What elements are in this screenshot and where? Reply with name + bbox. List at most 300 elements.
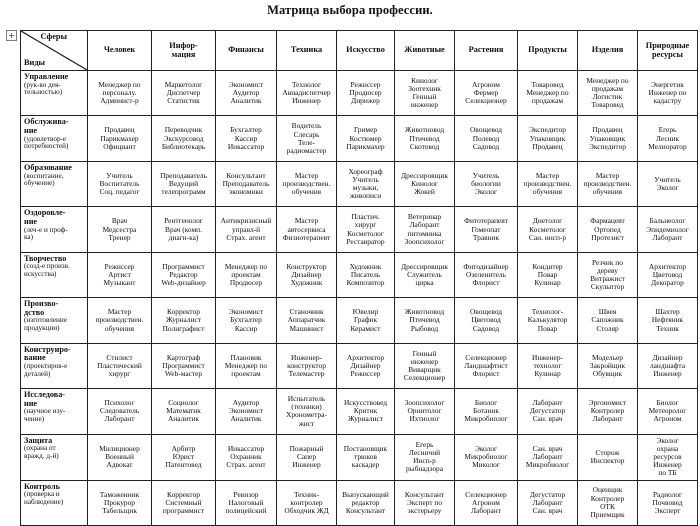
- profession-name: Мелиоратор: [648, 141, 687, 151]
- table-cell: [638, 161, 698, 206]
- column-header: [152, 31, 216, 71]
- table-cell: [216, 252, 277, 297]
- column-header-line: Инфор-: [169, 40, 198, 50]
- profession-name: Охранник: [230, 452, 262, 461]
- profession-name: Садовод: [472, 141, 500, 151]
- profession-name: Ювелир: [352, 307, 379, 317]
- profession-name: Цветовод: [471, 315, 501, 325]
- profession-name: Озеленитель: [466, 269, 506, 279]
- profession-name: Пластический: [97, 360, 142, 370]
- profession-name: конструктор: [287, 360, 326, 370]
- profession-name: Преподаватель: [222, 179, 270, 189]
- row-header-description: (созд-е произв.: [24, 262, 70, 271]
- row-header-description: обучение): [24, 179, 55, 188]
- table-cell: [277, 389, 337, 434]
- profession-name: Ландшафтист: [464, 360, 508, 370]
- profession-name: Инженер: [653, 460, 682, 470]
- profession-name: Столяр: [596, 323, 619, 333]
- profession-name: Швея: [598, 307, 617, 317]
- profession-name: Инкассатор: [227, 141, 265, 151]
- profession-name: Антикризисный: [220, 216, 272, 226]
- table-row: [21, 480, 698, 525]
- table-cell: [152, 71, 216, 116]
- row-header-cell: [21, 252, 88, 297]
- profession-name: охрана: [656, 443, 679, 453]
- profession-name: Экспедитор: [529, 125, 566, 135]
- row-header-title: дство: [24, 307, 45, 317]
- profession-name: контролер: [290, 497, 323, 507]
- profession-name: Телемастер: [288, 369, 325, 379]
- profession-name: Админист-р: [100, 96, 139, 106]
- profession-name: Эколог: [656, 435, 679, 445]
- table-cell: [638, 252, 698, 297]
- profession-name: Аналитик: [167, 414, 200, 424]
- table-cell: [578, 298, 638, 343]
- profession-name: Эксперт: [654, 505, 681, 515]
- profession-name: Эпидемиолог: [646, 224, 689, 234]
- row-header-title: Произво-: [24, 299, 59, 309]
- column-header-line: Животные: [404, 45, 445, 55]
- profession-name: Лаборант: [592, 414, 623, 424]
- header-row: [21, 31, 698, 71]
- profession-name: Продавец: [532, 141, 563, 151]
- table-cell: [216, 71, 277, 116]
- profession-name: Эксперт по: [406, 497, 443, 507]
- profession-name: Диспетчер: [166, 88, 201, 98]
- profession-name: Лесник: [655, 133, 680, 143]
- profession-name: Флорист: [472, 278, 500, 288]
- profession-name: Писатель: [350, 269, 381, 279]
- profession-name: Архитектор: [346, 352, 385, 362]
- profession-name: Теле-: [298, 137, 315, 147]
- table-cell: [277, 116, 337, 161]
- profession-name: Станочник: [289, 307, 324, 317]
- profession-name: Генный: [412, 348, 437, 358]
- profession-name: Преподаватель: [160, 170, 207, 180]
- row-header-title: Исследова-: [24, 390, 66, 400]
- profession-name: Аппаратчик: [287, 315, 326, 325]
- profession-name: радиомастер: [286, 145, 327, 155]
- profession-name: Мастер: [294, 170, 319, 180]
- table-cell: [277, 480, 337, 525]
- table-cell: [152, 207, 216, 252]
- table-cell: [395, 71, 455, 116]
- table-cell: [277, 207, 337, 252]
- profession-name: Машинист: [289, 323, 324, 333]
- profession-name: Соц. педагог: [99, 187, 140, 197]
- profession-name: Товаровед: [591, 100, 624, 110]
- column-header: [578, 31, 638, 71]
- profession-name: Страх. агент: [226, 460, 266, 470]
- row-header-description: ка): [24, 233, 33, 242]
- profession-name: Пластич.: [351, 212, 380, 222]
- profession-name: Сан. врач: [532, 443, 563, 453]
- profession-name: Егерь: [658, 125, 677, 135]
- profession-name: Обувщик: [592, 369, 623, 379]
- profession-name: Менеджер по: [224, 261, 268, 271]
- profession-name: хирург: [354, 220, 377, 230]
- profession-name: Жокей: [414, 187, 435, 197]
- profession-name: Искусствовед: [343, 398, 388, 408]
- profession-name: Физиотерапевт: [282, 232, 331, 242]
- column-header: [455, 31, 518, 71]
- table-row: [21, 389, 698, 434]
- profession-name: Постановщик: [343, 443, 388, 453]
- table-cell: [88, 389, 152, 434]
- profession-name: цирка: [415, 278, 434, 288]
- profession-name: Протезист: [591, 232, 624, 242]
- table-cell: [638, 389, 698, 434]
- profession-name: Лаборант: [409, 220, 440, 230]
- table-cell: [578, 116, 638, 161]
- profession-name: Продавец: [104, 125, 135, 135]
- table-cell: [277, 298, 337, 343]
- profession-name: Инженер: [653, 369, 682, 379]
- profession-name: Косметолог: [347, 228, 384, 238]
- row-header-title: Защита: [24, 435, 53, 445]
- profession-name: Инженер: [292, 96, 321, 106]
- profession-name: обучения: [532, 187, 563, 197]
- profession-name: проектам: [231, 369, 261, 379]
- table-row: [21, 252, 698, 297]
- row-header-cell: [21, 161, 88, 206]
- profession-name: Водитель: [291, 121, 322, 131]
- profession-name: Дегустатор: [529, 406, 566, 416]
- profession-name: обучения: [104, 323, 135, 333]
- profession-name: Кондитер: [532, 261, 563, 271]
- profession-name: Рыбовод: [410, 323, 439, 333]
- table-cell: [88, 116, 152, 161]
- profession-name: Повар: [537, 269, 558, 279]
- profession-name: Арбитр: [171, 443, 196, 453]
- profession-name: Сан. врач: [532, 505, 563, 515]
- profession-name: Инкассатор: [227, 443, 265, 453]
- profession-name: инженер: [410, 356, 439, 366]
- profession-name: Журналист: [165, 315, 202, 325]
- profession-name: рыбнадзора: [405, 464, 444, 474]
- profession-name: Микробиолог: [464, 452, 508, 461]
- profession-name: Прокурор: [104, 497, 135, 507]
- profession-name: Бухгалтер: [230, 125, 262, 135]
- profession-name: Лаборант: [532, 398, 563, 408]
- profession-name: обучения: [592, 187, 623, 197]
- row-header-title: Конструиро-: [24, 344, 71, 354]
- profession-name: Селекционер: [465, 489, 507, 499]
- profession-name: Дизайнер: [350, 360, 381, 370]
- table-cell: [152, 389, 216, 434]
- table-cell: [518, 161, 578, 206]
- column-header-line: Изделия: [591, 45, 624, 55]
- table-cell: [88, 207, 152, 252]
- profession-name: Программист: [162, 261, 205, 271]
- row-header-description: (воспитание,: [24, 171, 64, 180]
- profession-name: Полиграфист: [162, 323, 205, 333]
- profession-name: Продюсер: [229, 278, 263, 288]
- profession-name: Режиссер: [104, 261, 135, 271]
- row-header-description: (изготовление: [24, 316, 67, 325]
- profession-name: Врач: [111, 216, 128, 226]
- profession-name: Бухгалтер: [230, 315, 262, 325]
- profession-name: Испытатель: [287, 394, 326, 404]
- profession-name: Учитель: [106, 170, 133, 180]
- table-cell: [578, 343, 638, 388]
- profession-name: Художник: [349, 261, 382, 271]
- profession-name: биологии: [471, 179, 501, 189]
- profession-name: Биолог: [656, 398, 679, 408]
- profession-name: Слесарь: [293, 129, 320, 139]
- profession-name: Web-мастер: [164, 369, 203, 379]
- profession-name: Фитотерапевт: [464, 216, 508, 226]
- profession-name: Эргономист: [588, 398, 627, 408]
- table-cell: [88, 252, 152, 297]
- table-cell: [216, 207, 277, 252]
- row-header-description: (проектиров-е: [24, 361, 68, 370]
- profession-name: Селекционер: [465, 352, 507, 362]
- table-move-handle-icon[interactable]: +: [6, 30, 17, 41]
- profession-name: Сапожник: [591, 315, 624, 325]
- profession-name: Архитектор: [648, 261, 687, 271]
- table-cell: [518, 116, 578, 161]
- profession-name: Инспектор: [590, 456, 625, 466]
- profession-name: Продавец: [592, 125, 623, 135]
- table-cell: [455, 207, 518, 252]
- profession-name: Консультант: [345, 505, 386, 515]
- row-header-cell: [21, 343, 88, 388]
- profession-name: Контролер: [590, 406, 625, 416]
- table-cell: [88, 434, 152, 480]
- profession-name: Дирижер: [351, 96, 380, 106]
- profession-name: Сторож: [595, 447, 620, 457]
- profession-name: Менеджер по: [526, 88, 569, 98]
- profession-name: Фармацевт: [590, 216, 625, 226]
- profession-name: Медсестра: [102, 224, 137, 234]
- profession-name: Корректор: [167, 307, 200, 317]
- table-cell: [216, 480, 277, 525]
- profession-name: Нефтяник: [651, 315, 684, 325]
- column-header: [277, 31, 337, 71]
- profession-name: Авиадиспетчер: [282, 88, 331, 98]
- profession-name: Артист: [108, 269, 131, 279]
- profession-name: Биолог: [474, 398, 498, 408]
- profession-name: Цветовод: [652, 269, 683, 279]
- profession-name: управл-й: [231, 224, 261, 234]
- column-header-line: мация: [171, 49, 196, 59]
- row-header-cell: [21, 480, 88, 525]
- profession-name: хирург: [108, 369, 131, 379]
- profession-name: Экономист: [228, 406, 264, 416]
- profession-name: Парикмахер: [346, 141, 385, 151]
- table-cell: [455, 480, 518, 525]
- profession-name: Закройщик: [589, 360, 626, 370]
- profession-name: Хронометра-: [286, 410, 327, 420]
- table-cell: [395, 434, 455, 480]
- table-cell: [518, 434, 578, 480]
- profession-name: Флорист: [472, 369, 500, 379]
- table-cell: [455, 116, 518, 161]
- profession-name: Программист: [162, 360, 205, 370]
- profession-name: Птичевод: [409, 133, 440, 143]
- table-cell: [152, 252, 216, 297]
- table-cell: [518, 343, 578, 388]
- table-cell: [518, 71, 578, 116]
- profession-name: Лаборант: [532, 452, 563, 461]
- profession-name: Орнитолог: [407, 406, 442, 416]
- profession-name: Оценщик: [592, 485, 623, 495]
- profession-name: Врач (комп.: [165, 224, 202, 234]
- profession-name: Лаборант: [532, 497, 563, 507]
- row-header-title: вание: [24, 353, 46, 363]
- profession-name: Дегустатор: [529, 489, 566, 499]
- profession-name: Статистик: [167, 96, 200, 106]
- table-cell: [578, 389, 638, 434]
- profession-name: Птичевод: [409, 315, 440, 325]
- document-title: Матрица выбора профессии.: [267, 3, 433, 17]
- table-cell: [638, 343, 698, 388]
- profession-name: Эколог: [656, 183, 679, 193]
- profession-name: Аудитор: [232, 398, 260, 408]
- table-cell: [455, 71, 518, 116]
- column-header: [216, 31, 277, 71]
- profession-name: Скотовод: [409, 141, 440, 151]
- profession-name: Мастер: [107, 307, 132, 317]
- profession-name: Инженер: [292, 460, 321, 470]
- profession-name: Учитель: [472, 170, 500, 180]
- profession-name: Фитодизайнер: [463, 261, 509, 271]
- profession-name: Психолог: [104, 398, 135, 408]
- profession-name: (техники): [291, 402, 322, 412]
- profession-name: Логистик: [592, 92, 623, 102]
- table-row: [21, 343, 698, 388]
- profession-name: технолог: [533, 360, 562, 370]
- profession-name: Калькулятор: [527, 315, 568, 325]
- profession-name: Кассир: [234, 323, 258, 333]
- table-cell: [337, 116, 395, 161]
- column-header-line: Продукты: [528, 45, 567, 55]
- profession-name: Зоотехник: [408, 84, 441, 94]
- profession-name: Сан. врач: [532, 414, 563, 424]
- profession-name: автосервиса: [287, 224, 326, 234]
- profession-name: Критик: [353, 406, 378, 416]
- profession-name: продажам: [591, 84, 624, 94]
- table-row: [21, 434, 698, 480]
- table-cell: [88, 71, 152, 116]
- profession-name: питомника: [407, 228, 442, 238]
- row-header-cell: [21, 298, 88, 343]
- row-header-title: Контроль: [24, 481, 60, 491]
- table-cell: [518, 207, 578, 252]
- profession-name: Консультант: [226, 170, 266, 180]
- table-cell: [337, 161, 395, 206]
- profession-name: Микробиолог: [464, 414, 508, 424]
- profession-name: Режиссер: [350, 80, 381, 90]
- profession-name: Животновод: [404, 307, 445, 317]
- profession-name: Страх. агент: [226, 232, 266, 242]
- table-cell: [88, 343, 152, 388]
- profession-name: Дизайнер: [652, 352, 683, 362]
- column-header: [518, 31, 578, 71]
- table-row: [21, 116, 698, 161]
- profession-name: Садовод: [472, 323, 500, 333]
- profession-name: Овощевод: [469, 307, 503, 317]
- column-header: [638, 31, 698, 71]
- profession-name: Режиссер: [350, 369, 381, 379]
- table-cell: [88, 480, 152, 525]
- profession-name: дереву: [597, 265, 618, 275]
- profession-name: График: [353, 315, 378, 325]
- profession-name: Юрист: [172, 452, 195, 461]
- profession-name: Мастер: [595, 170, 620, 180]
- column-header-line: Человек: [103, 45, 136, 55]
- profession-name: Художник: [290, 278, 323, 288]
- row-header-title: Образование: [24, 162, 72, 172]
- table-cell: [337, 252, 395, 297]
- profession-name: Лаборант: [652, 232, 683, 242]
- profession-name: Учитель: [654, 174, 681, 184]
- profession-name: Тренер: [108, 232, 131, 242]
- profession-name: Модельер: [592, 352, 623, 362]
- table-cell: [216, 116, 277, 161]
- profession-name: Военный: [105, 452, 134, 461]
- profession-name: Корректор: [167, 489, 200, 499]
- profession-name: Инженер по: [648, 88, 687, 98]
- profession-name: Приемщик: [590, 509, 625, 519]
- profession-name: Зоопсихолог: [404, 236, 445, 246]
- profession-name: Кассир: [234, 133, 258, 143]
- profession-name: Социолог: [168, 398, 199, 408]
- profession-name: Дрессировщик: [401, 170, 448, 180]
- profession-name: Системный: [165, 497, 202, 507]
- profession-name: диагн-ка): [168, 232, 199, 242]
- profession-name: ОТК: [600, 501, 615, 511]
- profession-name: Гример: [353, 125, 378, 135]
- profession-name: Экскурсовод: [163, 133, 204, 143]
- row-header-description: (рук-во дея-: [24, 80, 61, 89]
- table-cell: [216, 434, 277, 480]
- profession-name: Агроном: [653, 414, 682, 424]
- profession-name: экономики: [229, 187, 263, 197]
- table-cell: [518, 389, 578, 434]
- profession-name: Энергетик: [651, 80, 684, 90]
- profession-name: Костюмер: [349, 133, 382, 143]
- profession-name: Контролер: [590, 493, 625, 503]
- column-header-line: Искусство: [346, 45, 385, 55]
- table-cell: [152, 434, 216, 480]
- table-row: [21, 298, 698, 343]
- profession-name: Стилист: [106, 352, 133, 362]
- column-header-line: Растения: [468, 45, 504, 55]
- profession-name: проектам: [231, 269, 261, 279]
- profession-name: Экономист: [228, 80, 264, 90]
- profession-name: Селекционер: [465, 96, 507, 106]
- row-header-cell: [21, 207, 88, 252]
- profession-name: Кулинар: [534, 278, 561, 288]
- profession-name: Бальнеолог: [649, 216, 686, 226]
- profession-name: Дизайнер: [291, 269, 322, 279]
- row-header-title: Оздоровле-: [24, 208, 66, 218]
- table-cell: [152, 298, 216, 343]
- row-header-description: (научное изу-: [24, 407, 66, 416]
- table-cell: [578, 71, 638, 116]
- profession-name: Егерь: [415, 439, 434, 449]
- corner-label-spheres: Сферы: [40, 32, 67, 41]
- profession-name: производствен.: [95, 315, 144, 325]
- table-cell: [578, 434, 638, 480]
- profession-name: Инсп-р: [413, 456, 436, 466]
- profession-name: кадастру: [653, 96, 682, 106]
- profession-name: Переводчик: [164, 125, 203, 135]
- table-cell: [337, 389, 395, 434]
- profession-name: Инженер-: [291, 352, 322, 362]
